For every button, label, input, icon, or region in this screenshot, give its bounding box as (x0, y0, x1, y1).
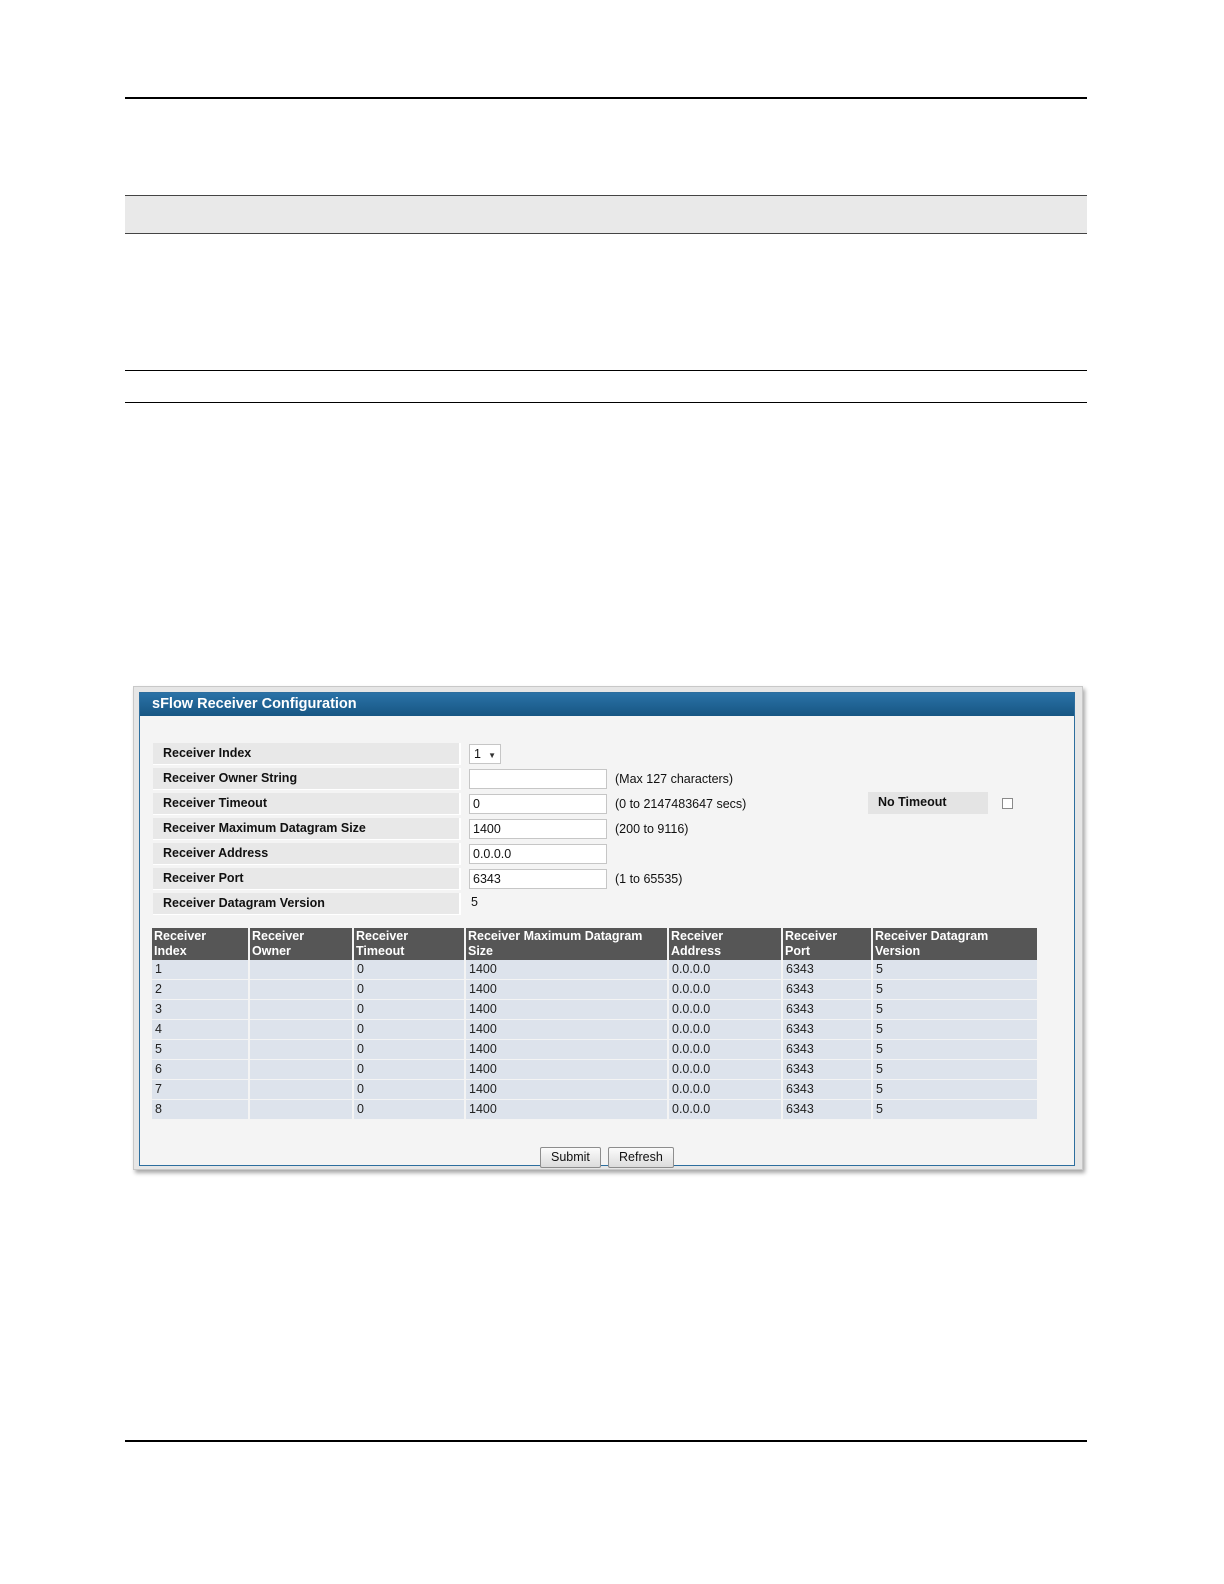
shaded-band (125, 195, 1087, 234)
receiver-port-hint: (1 to 65535) (615, 872, 683, 886)
receiver-owner-hint: (Max 127 characters) (615, 772, 734, 786)
panel-title: sFlow Receiver Configuration (140, 693, 1074, 716)
cell-timeout: 0 (353, 960, 465, 980)
table-row[interactable] (152, 980, 1038, 1000)
cell-timeout: 0 (353, 1060, 465, 1080)
cell-address: 0.0.0.0 (668, 1060, 782, 1080)
cell-index: 3 (152, 1000, 249, 1020)
refresh-button[interactable]: Refresh (608, 1147, 674, 1168)
cell-timeout: 0 (353, 1000, 465, 1020)
receiver-maxsize-hint: (200 to 9116) (615, 822, 689, 836)
receiver-port-input[interactable] (469, 869, 607, 889)
cell-index: 2 (152, 980, 249, 1000)
cell-index: 1 (152, 960, 249, 980)
cell-version: 5 (872, 960, 1038, 980)
cell-owner (249, 980, 353, 1000)
receiver-timeout-input[interactable] (469, 794, 607, 814)
receiver-maxsize-label: Receiver Maximum Datagram Size (153, 818, 461, 840)
table-row[interactable] (152, 1100, 1038, 1120)
receiver-owner-input[interactable] (469, 769, 607, 789)
cell-version: 5 (872, 1000, 1038, 1020)
cell-timeout: 0 (353, 1020, 465, 1040)
receivers-table (152, 928, 1039, 1120)
cell-maxsize: 1400 (465, 980, 668, 1000)
bottom-rule (125, 1440, 1087, 1442)
table-row[interactable] (152, 960, 1038, 980)
cell-maxsize: 1400 (465, 1100, 668, 1120)
cell-port: 6343 (782, 1060, 872, 1080)
receiver-index-label: Receiver Index (153, 743, 461, 765)
receiver-maxsize-input[interactable] (469, 819, 607, 839)
table-row[interactable] (152, 1020, 1038, 1040)
cell-timeout: 0 (353, 1100, 465, 1120)
cell-index: 6 (152, 1060, 249, 1080)
cell-port: 6343 (782, 1100, 872, 1120)
cell-owner (249, 1020, 353, 1040)
cell-address: 0.0.0.0 (668, 960, 782, 980)
sflow-receiver-panel (133, 686, 1083, 1170)
table-row[interactable] (152, 1040, 1038, 1060)
cell-owner (249, 960, 353, 980)
cell-port: 6343 (782, 1040, 872, 1060)
divider-rule (125, 370, 1087, 371)
cell-owner (249, 1100, 353, 1120)
cell-address: 0.0.0.0 (668, 980, 782, 1000)
cell-index: 4 (152, 1020, 249, 1040)
cell-address: 0.0.0.0 (668, 1080, 782, 1100)
chevron-down-icon: ▼ (488, 751, 496, 760)
cell-owner (249, 1060, 353, 1080)
column-header-owner: Receiver Owner (249, 928, 353, 960)
column-header-timeout: Receiver Timeout (353, 928, 465, 960)
cell-port: 6343 (782, 1000, 872, 1020)
cell-maxsize: 1400 (465, 1020, 668, 1040)
divider-rule (125, 402, 1087, 403)
cell-index: 5 (152, 1040, 249, 1060)
receiver-timeout-hint: (0 to 2147483647 secs) (615, 797, 747, 811)
receiver-version-value: 5 (471, 895, 478, 909)
receiver-timeout-label: Receiver Timeout (153, 793, 461, 815)
cell-version: 5 (872, 1060, 1038, 1080)
cell-port: 6343 (782, 960, 872, 980)
cell-port: 6343 (782, 1020, 872, 1040)
cell-maxsize: 1400 (465, 1080, 668, 1100)
cell-address: 0.0.0.0 (668, 1100, 782, 1120)
cell-address: 0.0.0.0 (668, 1020, 782, 1040)
column-header-index: Receiver Index (152, 928, 249, 960)
receiver-index-select[interactable] (469, 744, 501, 764)
cell-owner (249, 1080, 353, 1100)
receiver-port-label: Receiver Port (153, 868, 461, 890)
panel-frame (139, 692, 1075, 1166)
table-header-row (152, 928, 1038, 960)
cell-address: 0.0.0.0 (668, 1000, 782, 1020)
column-header-port: Receiver Port (782, 928, 872, 960)
cell-timeout: 0 (353, 1040, 465, 1060)
table-row[interactable] (152, 1080, 1038, 1100)
cell-maxsize: 1400 (465, 1000, 668, 1020)
cell-version: 5 (872, 1040, 1038, 1060)
column-header-address: Receiver Address (668, 928, 782, 960)
cell-maxsize: 1400 (465, 960, 668, 980)
receiver-version-label: Receiver Datagram Version (153, 893, 461, 915)
receiver-index-value: 1 (474, 747, 481, 761)
cell-port: 6343 (782, 980, 872, 1000)
table-row[interactable] (152, 1000, 1038, 1020)
cell-owner (249, 1040, 353, 1060)
cell-version: 5 (872, 980, 1038, 1000)
receiver-address-label: Receiver Address (153, 843, 461, 865)
cell-maxsize: 1400 (465, 1060, 668, 1080)
cell-address: 0.0.0.0 (668, 1040, 782, 1060)
cell-timeout: 0 (353, 980, 465, 1000)
cell-version: 5 (872, 1020, 1038, 1040)
column-header-version: Receiver Datagram Version (872, 928, 1038, 960)
cell-index: 7 (152, 1080, 249, 1100)
receiver-owner-label: Receiver Owner String (153, 768, 461, 790)
cell-version: 5 (872, 1100, 1038, 1120)
cell-maxsize: 1400 (465, 1040, 668, 1060)
cell-owner (249, 1000, 353, 1020)
submit-button[interactable]: Submit (540, 1147, 601, 1168)
cell-index: 8 (152, 1100, 249, 1120)
no-timeout-checkbox[interactable] (1002, 798, 1013, 809)
table-row[interactable] (152, 1060, 1038, 1080)
top-rule (125, 97, 1087, 99)
column-header-maxsize: Receiver Maximum Datagram Size (465, 928, 668, 960)
receiver-address-input[interactable] (469, 844, 607, 864)
no-timeout-label: No Timeout (868, 792, 988, 814)
cell-port: 6343 (782, 1080, 872, 1100)
cell-version: 5 (872, 1080, 1038, 1100)
cell-timeout: 0 (353, 1080, 465, 1100)
